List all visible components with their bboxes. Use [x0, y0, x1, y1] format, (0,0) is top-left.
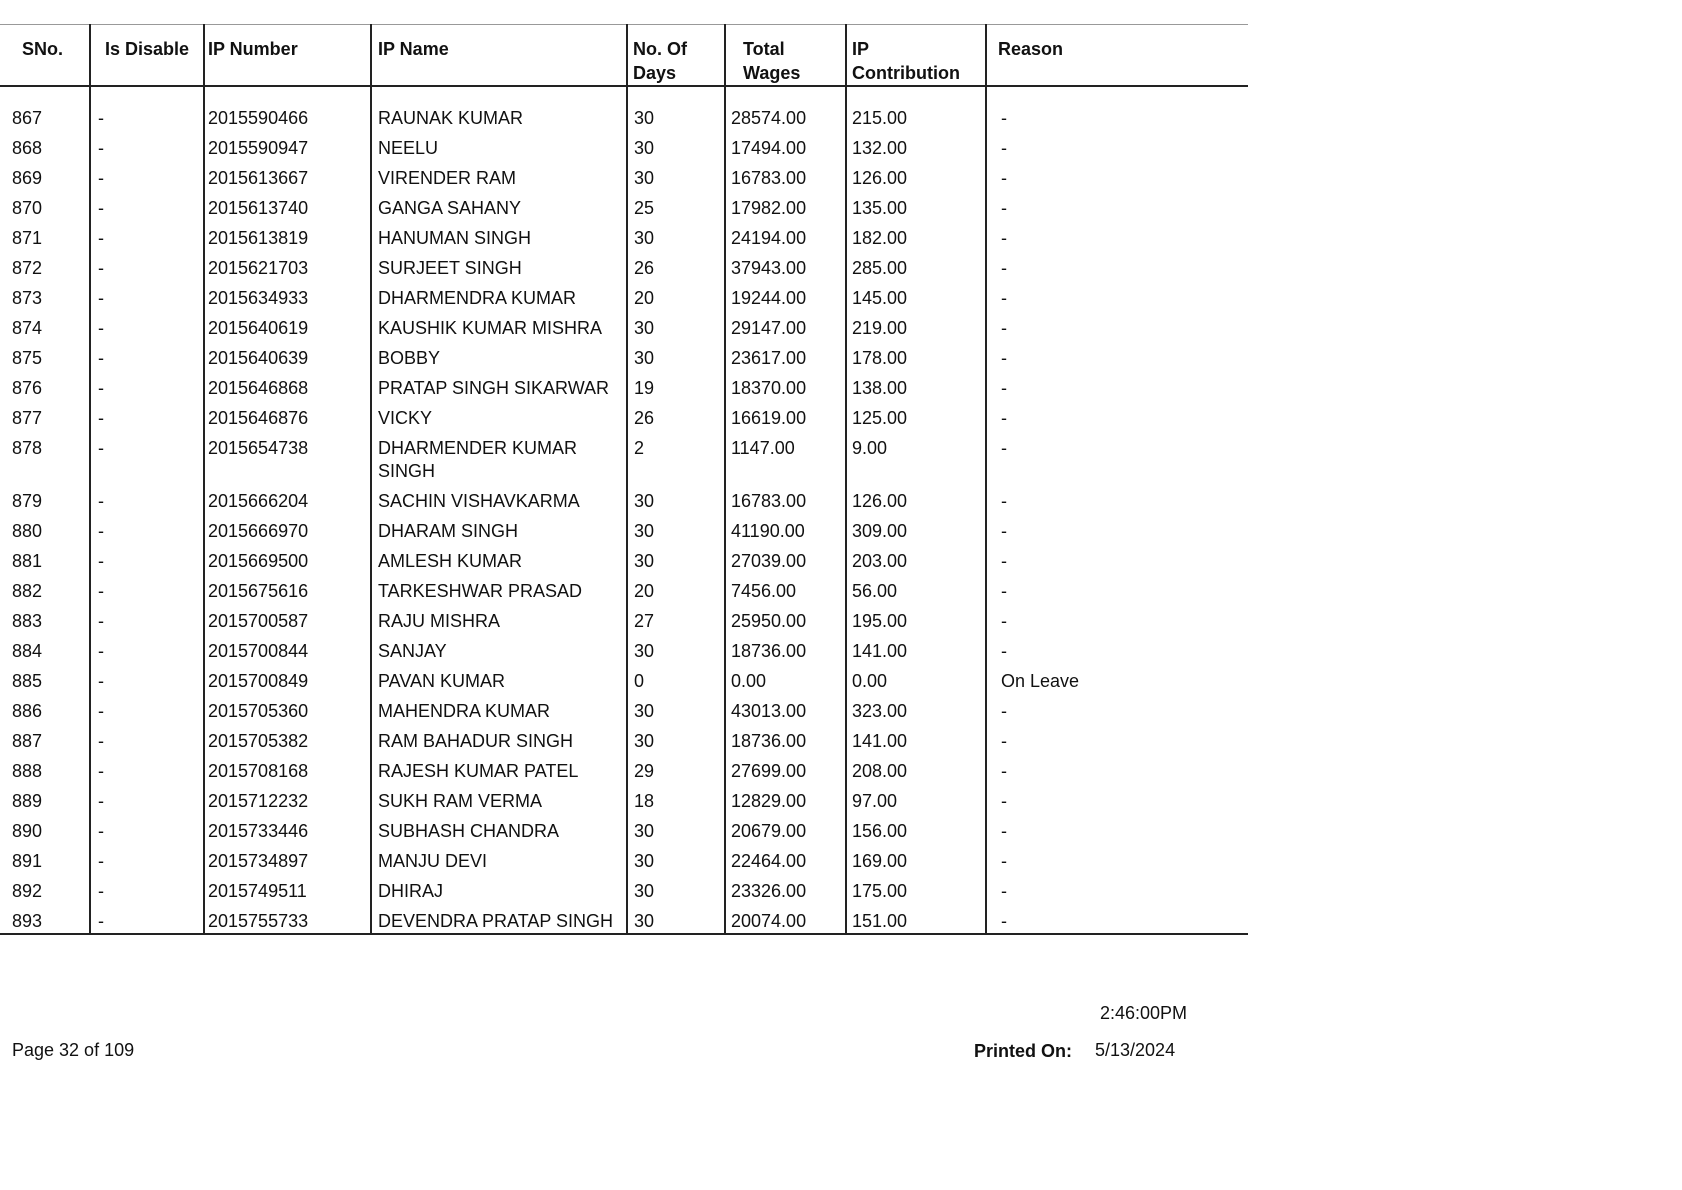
cell-ip-number: 2015634933 [204, 282, 371, 312]
header-contribution-line1: IP [852, 39, 870, 59]
cell-days: 30 [627, 132, 725, 162]
cell-ip-name: SUBHASH CHANDRA [371, 815, 627, 845]
cell-total-wages: 18736.00 [725, 725, 846, 755]
cell-total-wages: 41190.00 [725, 515, 846, 545]
cell-total-wages: 20679.00 [725, 815, 846, 845]
cell-reason: - [1001, 791, 1007, 811]
cell-sno: 893 [0, 905, 90, 934]
table-row [0, 372, 1248, 402]
header-days-line2: Days [633, 63, 677, 83]
cell-ip-number: 2015705360 [204, 695, 371, 725]
cell-sno: 883 [0, 605, 90, 635]
cell-is-disable: - [90, 222, 204, 252]
cell-reason: - [1001, 168, 1007, 188]
cell-days: 25 [627, 192, 725, 222]
cell-ip-contribution: 195.00 [846, 605, 986, 635]
cell-days: 30 [627, 905, 725, 934]
cell-ip-name: BOBBY [371, 342, 627, 372]
table-row [0, 432, 1248, 485]
cell-ip-number: 2015700844 [204, 635, 371, 665]
cell-total-wages: 19244.00 [725, 282, 846, 312]
cell-reason: - [1001, 138, 1007, 158]
header-ip-name: IP Name [371, 25, 627, 87]
header-row [0, 25, 1248, 87]
table-row [0, 192, 1248, 222]
cell-is-disable: - [90, 192, 204, 222]
cell-days: 30 [627, 725, 725, 755]
printed-on-date: 5/13/2024 [1095, 1040, 1176, 1060]
cell-days: 26 [627, 252, 725, 282]
cell-sno: 884 [0, 635, 90, 665]
cell-ip-contribution: 182.00 [846, 222, 986, 252]
cell-is-disable: - [90, 545, 204, 575]
cell-is-disable: - [90, 695, 204, 725]
cell-ip-name: MAHENDRA KUMAR [371, 695, 627, 725]
cell-ip-number: 2015590466 [204, 86, 371, 132]
cell-ip-contribution: 0.00 [846, 665, 986, 695]
cell-ip-contribution: 9.00 [846, 432, 986, 485]
cell-sno: 868 [0, 132, 90, 162]
cell-ip-contribution: 97.00 [846, 785, 986, 815]
table-row [0, 725, 1248, 755]
cell-ip-number: 2015733446 [204, 815, 371, 845]
cell-ip-name: DHARAM SINGH [371, 515, 627, 545]
header-days-line1: No. Of [633, 39, 687, 59]
cell-days: 30 [627, 222, 725, 252]
header-wages-line2: Wages [743, 63, 801, 83]
table-row [0, 252, 1248, 282]
cell-ip-name: TARKESHWAR PRASAD [371, 575, 627, 605]
header-wages-line1: Total [743, 39, 785, 59]
cell-ip-name: VIRENDER RAM [371, 162, 627, 192]
cell-days: 26 [627, 402, 725, 432]
cell-ip-number: 2015621703 [204, 252, 371, 282]
cell-reason: - [986, 905, 1248, 934]
cell-total-wages: 23617.00 [725, 342, 846, 372]
header-is-disable: Is Disable [90, 25, 204, 87]
cell-days: 30 [627, 815, 725, 845]
cell-reason: On Leave [1001, 671, 1080, 691]
cell-total-wages: 1147.00 [725, 432, 846, 485]
cell-ip-number: 2015654738 [204, 432, 371, 485]
cell-reason: - [1001, 761, 1007, 781]
cell-ip-contribution: 203.00 [846, 545, 986, 575]
cell-ip-name: DHARMENDRA KUMAR [371, 282, 627, 312]
cell-ip-number: 2015646868 [204, 372, 371, 402]
cell-ip-contribution: 135.00 [846, 192, 986, 222]
printed-on-label: Printed On: [974, 1041, 1072, 1061]
cell-is-disable: - [90, 815, 204, 845]
contribution-table [0, 24, 1248, 935]
cell-is-disable: - [90, 485, 204, 515]
cell-ip-contribution: 208.00 [846, 755, 986, 785]
table-row [0, 222, 1248, 252]
cell-ip-name: HANUMAN SINGH [371, 222, 627, 252]
cell-ip-contribution: 309.00 [846, 515, 986, 545]
cell-days: 20 [627, 282, 725, 312]
cell-days: 30 [627, 162, 725, 192]
cell-ip-name: SANJAY [371, 635, 627, 665]
cell-days: 30 [627, 342, 725, 372]
table-row [0, 815, 1248, 845]
cell-is-disable: - [90, 162, 204, 192]
header-contribution-line2: Contribution [852, 63, 960, 83]
cell-ip-name: DEVENDRA PRATAP SINGH [371, 905, 627, 934]
cell-sno: 871 [0, 222, 90, 252]
cell-ip-contribution: 145.00 [846, 282, 986, 312]
cell-sno: 875 [0, 342, 90, 372]
table-row [0, 575, 1248, 605]
cell-ip-name: SACHIN VISHAVKARMA [371, 485, 627, 515]
table-body [0, 86, 1248, 934]
cell-ip-contribution: 138.00 [846, 372, 986, 402]
cell-ip-number: 2015675616 [204, 575, 371, 605]
cell-total-wages: 17982.00 [725, 192, 846, 222]
cell-sno: 886 [0, 695, 90, 725]
table-row [0, 755, 1248, 785]
table-row [0, 785, 1248, 815]
cell-ip-name: RAUNAK KUMAR [371, 86, 627, 132]
cell-reason: - [1001, 288, 1007, 308]
cell-ip-name: PRATAP SINGH SIKARWAR [371, 372, 627, 402]
cell-days: 30 [627, 312, 725, 342]
cell-reason: - [1001, 438, 1007, 458]
cell-ip-contribution: 178.00 [846, 342, 986, 372]
cell-is-disable: - [90, 905, 204, 934]
cell-total-wages: 18370.00 [725, 372, 846, 402]
cell-total-wages: 23326.00 [725, 875, 846, 905]
cell-ip-contribution: 141.00 [846, 725, 986, 755]
cell-ip-name: RAJU MISHRA [371, 605, 627, 635]
cell-sno: 870 [0, 192, 90, 222]
header-reason: Reason [986, 25, 1248, 87]
table-row [0, 132, 1248, 162]
cell-sno: 867 [0, 86, 90, 132]
table-row [0, 905, 1248, 934]
cell-total-wages: 43013.00 [725, 695, 846, 725]
cell-reason: - [1001, 408, 1007, 428]
cell-days: 0 [627, 665, 725, 695]
cell-is-disable: - [90, 725, 204, 755]
print-time: 2:46:00PM [1100, 1003, 1188, 1023]
cell-ip-name: RAM BAHADUR SINGH [371, 725, 627, 755]
cell-ip-name: AMLESH KUMAR [371, 545, 627, 575]
cell-ip-name: GANGA SAHANY [371, 192, 627, 222]
cell-total-wages: 16783.00 [725, 162, 846, 192]
cell-is-disable: - [90, 86, 204, 132]
cell-sno: 874 [0, 312, 90, 342]
cell-days: 30 [627, 545, 725, 575]
cell-ip-name: KAUSHIK KUMAR MISHRA [371, 312, 627, 342]
cell-sno: 882 [0, 575, 90, 605]
table-row [0, 695, 1248, 725]
cell-ip-number: 2015640639 [204, 342, 371, 372]
cell-ip-contribution: 56.00 [846, 575, 986, 605]
cell-ip-name: RAJESH KUMAR PATEL [371, 755, 627, 785]
cell-total-wages: 0.00 [725, 665, 846, 695]
cell-total-wages: 17494.00 [725, 132, 846, 162]
cell-total-wages: 25950.00 [725, 605, 846, 635]
cell-is-disable: - [90, 665, 204, 695]
table-row [0, 665, 1248, 695]
cell-sno: 877 [0, 402, 90, 432]
cell-days: 30 [627, 875, 725, 905]
cell-reason: - [1001, 228, 1007, 248]
cell-ip-number: 2015613819 [204, 222, 371, 252]
cell-sno: 869 [0, 162, 90, 192]
cell-reason: - [1001, 491, 1007, 511]
cell-total-wages: 16619.00 [725, 402, 846, 432]
cell-total-wages: 20074.00 [725, 905, 846, 934]
cell-ip-contribution: 323.00 [846, 695, 986, 725]
cell-sno: 888 [0, 755, 90, 785]
table-row [0, 162, 1248, 192]
cell-ip-number: 2015613667 [204, 162, 371, 192]
cell-is-disable: - [90, 515, 204, 545]
cell-reason: - [1001, 821, 1007, 841]
cell-ip-name: DHIRAJ [371, 875, 627, 905]
cell-is-disable: - [90, 635, 204, 665]
cell-sno: 881 [0, 545, 90, 575]
cell-ip-name: DHARMENDER KUMAR SINGH [371, 432, 627, 485]
cell-is-disable: - [90, 402, 204, 432]
cell-ip-contribution: 215.00 [846, 86, 986, 132]
cell-ip-number: 2015640619 [204, 312, 371, 342]
cell-ip-contribution: 126.00 [846, 162, 986, 192]
cell-days: 30 [627, 695, 725, 725]
cell-sno: 880 [0, 515, 90, 545]
cell-days: 30 [627, 515, 725, 545]
cell-ip-contribution: 169.00 [846, 845, 986, 875]
table-header [0, 25, 1248, 87]
cell-days: 30 [627, 485, 725, 515]
cell-days: 19 [627, 372, 725, 402]
cell-reason: - [1001, 551, 1007, 571]
cell-days: 2 [627, 432, 725, 485]
cell-reason: - [1001, 611, 1007, 631]
cell-ip-number: 2015705382 [204, 725, 371, 755]
cell-ip-name: NEELU [371, 132, 627, 162]
cell-days: 30 [627, 845, 725, 875]
table-row [0, 515, 1248, 545]
cell-sno: 876 [0, 372, 90, 402]
cell-ip-contribution: 175.00 [846, 875, 986, 905]
cell-is-disable: - [90, 282, 204, 312]
cell-days: 30 [627, 635, 725, 665]
cell-reason: - [1001, 378, 1007, 398]
header-ip-contribution [846, 25, 986, 87]
cell-ip-name: SUKH RAM VERMA [371, 785, 627, 815]
cell-reason: - [1001, 198, 1007, 218]
cell-is-disable: - [90, 755, 204, 785]
cell-is-disable: - [90, 875, 204, 905]
cell-ip-number: 2015755733 [204, 905, 371, 934]
cell-reason: - [1001, 318, 1007, 338]
table-row [0, 86, 1248, 132]
cell-days: 30 [627, 86, 725, 132]
table-row [0, 485, 1248, 515]
cell-is-disable: - [90, 252, 204, 282]
cell-is-disable: - [90, 785, 204, 815]
cell-reason: - [1001, 881, 1007, 901]
cell-total-wages: 27699.00 [725, 755, 846, 785]
cell-total-wages: 37943.00 [725, 252, 846, 282]
cell-days: 20 [627, 575, 725, 605]
cell-sno: 879 [0, 485, 90, 515]
cell-reason: - [1001, 258, 1007, 278]
cell-sno: 890 [0, 815, 90, 845]
cell-reason: - [1001, 851, 1007, 871]
cell-days: 29 [627, 755, 725, 785]
cell-total-wages: 24194.00 [725, 222, 846, 252]
cell-ip-number: 2015666970 [204, 515, 371, 545]
cell-reason: - [1001, 641, 1007, 661]
cell-ip-number: 2015613740 [204, 192, 371, 222]
cell-ip-number: 2015700849 [204, 665, 371, 695]
cell-reason: - [1001, 701, 1007, 721]
cell-ip-number: 2015590947 [204, 132, 371, 162]
cell-ip-number: 2015666204 [204, 485, 371, 515]
cell-total-wages: 7456.00 [725, 575, 846, 605]
cell-ip-contribution: 151.00 [846, 905, 986, 934]
cell-is-disable: - [90, 432, 204, 485]
cell-sno: 889 [0, 785, 90, 815]
cell-total-wages: 28574.00 [725, 86, 846, 132]
table-row [0, 312, 1248, 342]
cell-is-disable: - [90, 132, 204, 162]
cell-is-disable: - [90, 575, 204, 605]
table-row [0, 545, 1248, 575]
cell-days: 18 [627, 785, 725, 815]
cell-sno: 887 [0, 725, 90, 755]
cell-sno: 878 [0, 432, 90, 485]
cell-reason: - [1001, 521, 1007, 541]
cell-total-wages: 16783.00 [725, 485, 846, 515]
cell-ip-name: PAVAN KUMAR [371, 665, 627, 695]
cell-total-wages: 18736.00 [725, 635, 846, 665]
cell-total-wages: 22464.00 [725, 845, 846, 875]
cell-ip-contribution: 219.00 [846, 312, 986, 342]
cell-ip-name: MANJU DEVI [371, 845, 627, 875]
table-row [0, 282, 1248, 312]
cell-ip-contribution: 156.00 [846, 815, 986, 845]
cell-ip-name: VICKY [371, 402, 627, 432]
cell-reason: - [1001, 581, 1007, 601]
cell-ip-number: 2015712232 [204, 785, 371, 815]
table-row [0, 402, 1248, 432]
cell-ip-number: 2015749511 [204, 875, 371, 905]
header-no-of-days [627, 25, 725, 87]
cell-reason: - [1001, 731, 1007, 751]
header-sno: SNo. [0, 25, 90, 87]
cell-is-disable: - [90, 312, 204, 342]
cell-is-disable: - [90, 342, 204, 372]
cell-ip-number: 2015646876 [204, 402, 371, 432]
cell-ip-contribution: 141.00 [846, 635, 986, 665]
cell-ip-contribution: 285.00 [846, 252, 986, 282]
cell-total-wages: 12829.00 [725, 785, 846, 815]
cell-ip-number: 2015700587 [204, 605, 371, 635]
cell-sno: 873 [0, 282, 90, 312]
cell-ip-contribution: 132.00 [846, 132, 986, 162]
cell-reason: - [1001, 108, 1007, 128]
cell-ip-number: 2015669500 [204, 545, 371, 575]
cell-ip-number: 2015734897 [204, 845, 371, 875]
cell-is-disable: - [90, 605, 204, 635]
table-row [0, 635, 1248, 665]
cell-sno: 891 [0, 845, 90, 875]
cell-days: 27 [627, 605, 725, 635]
table-row [0, 845, 1248, 875]
cell-reason: - [1001, 348, 1007, 368]
cell-ip-contribution: 126.00 [846, 485, 986, 515]
table-row [0, 342, 1248, 372]
cell-ip-number: 2015708168 [204, 755, 371, 785]
header-ip-number: IP Number [204, 25, 371, 87]
cell-sno: 872 [0, 252, 90, 282]
table-row [0, 875, 1248, 905]
cell-sno: 892 [0, 875, 90, 905]
cell-ip-contribution: 125.00 [846, 402, 986, 432]
cell-ip-name: SURJEET SINGH [371, 252, 627, 282]
cell-total-wages: 27039.00 [725, 545, 846, 575]
table-row [0, 605, 1248, 635]
page-number: Page 32 of 109 [12, 1040, 135, 1060]
cell-sno: 885 [0, 665, 90, 695]
cell-total-wages: 29147.00 [725, 312, 846, 342]
cell-is-disable: - [90, 845, 204, 875]
cell-is-disable: - [90, 372, 204, 402]
header-total-wages [725, 25, 846, 87]
